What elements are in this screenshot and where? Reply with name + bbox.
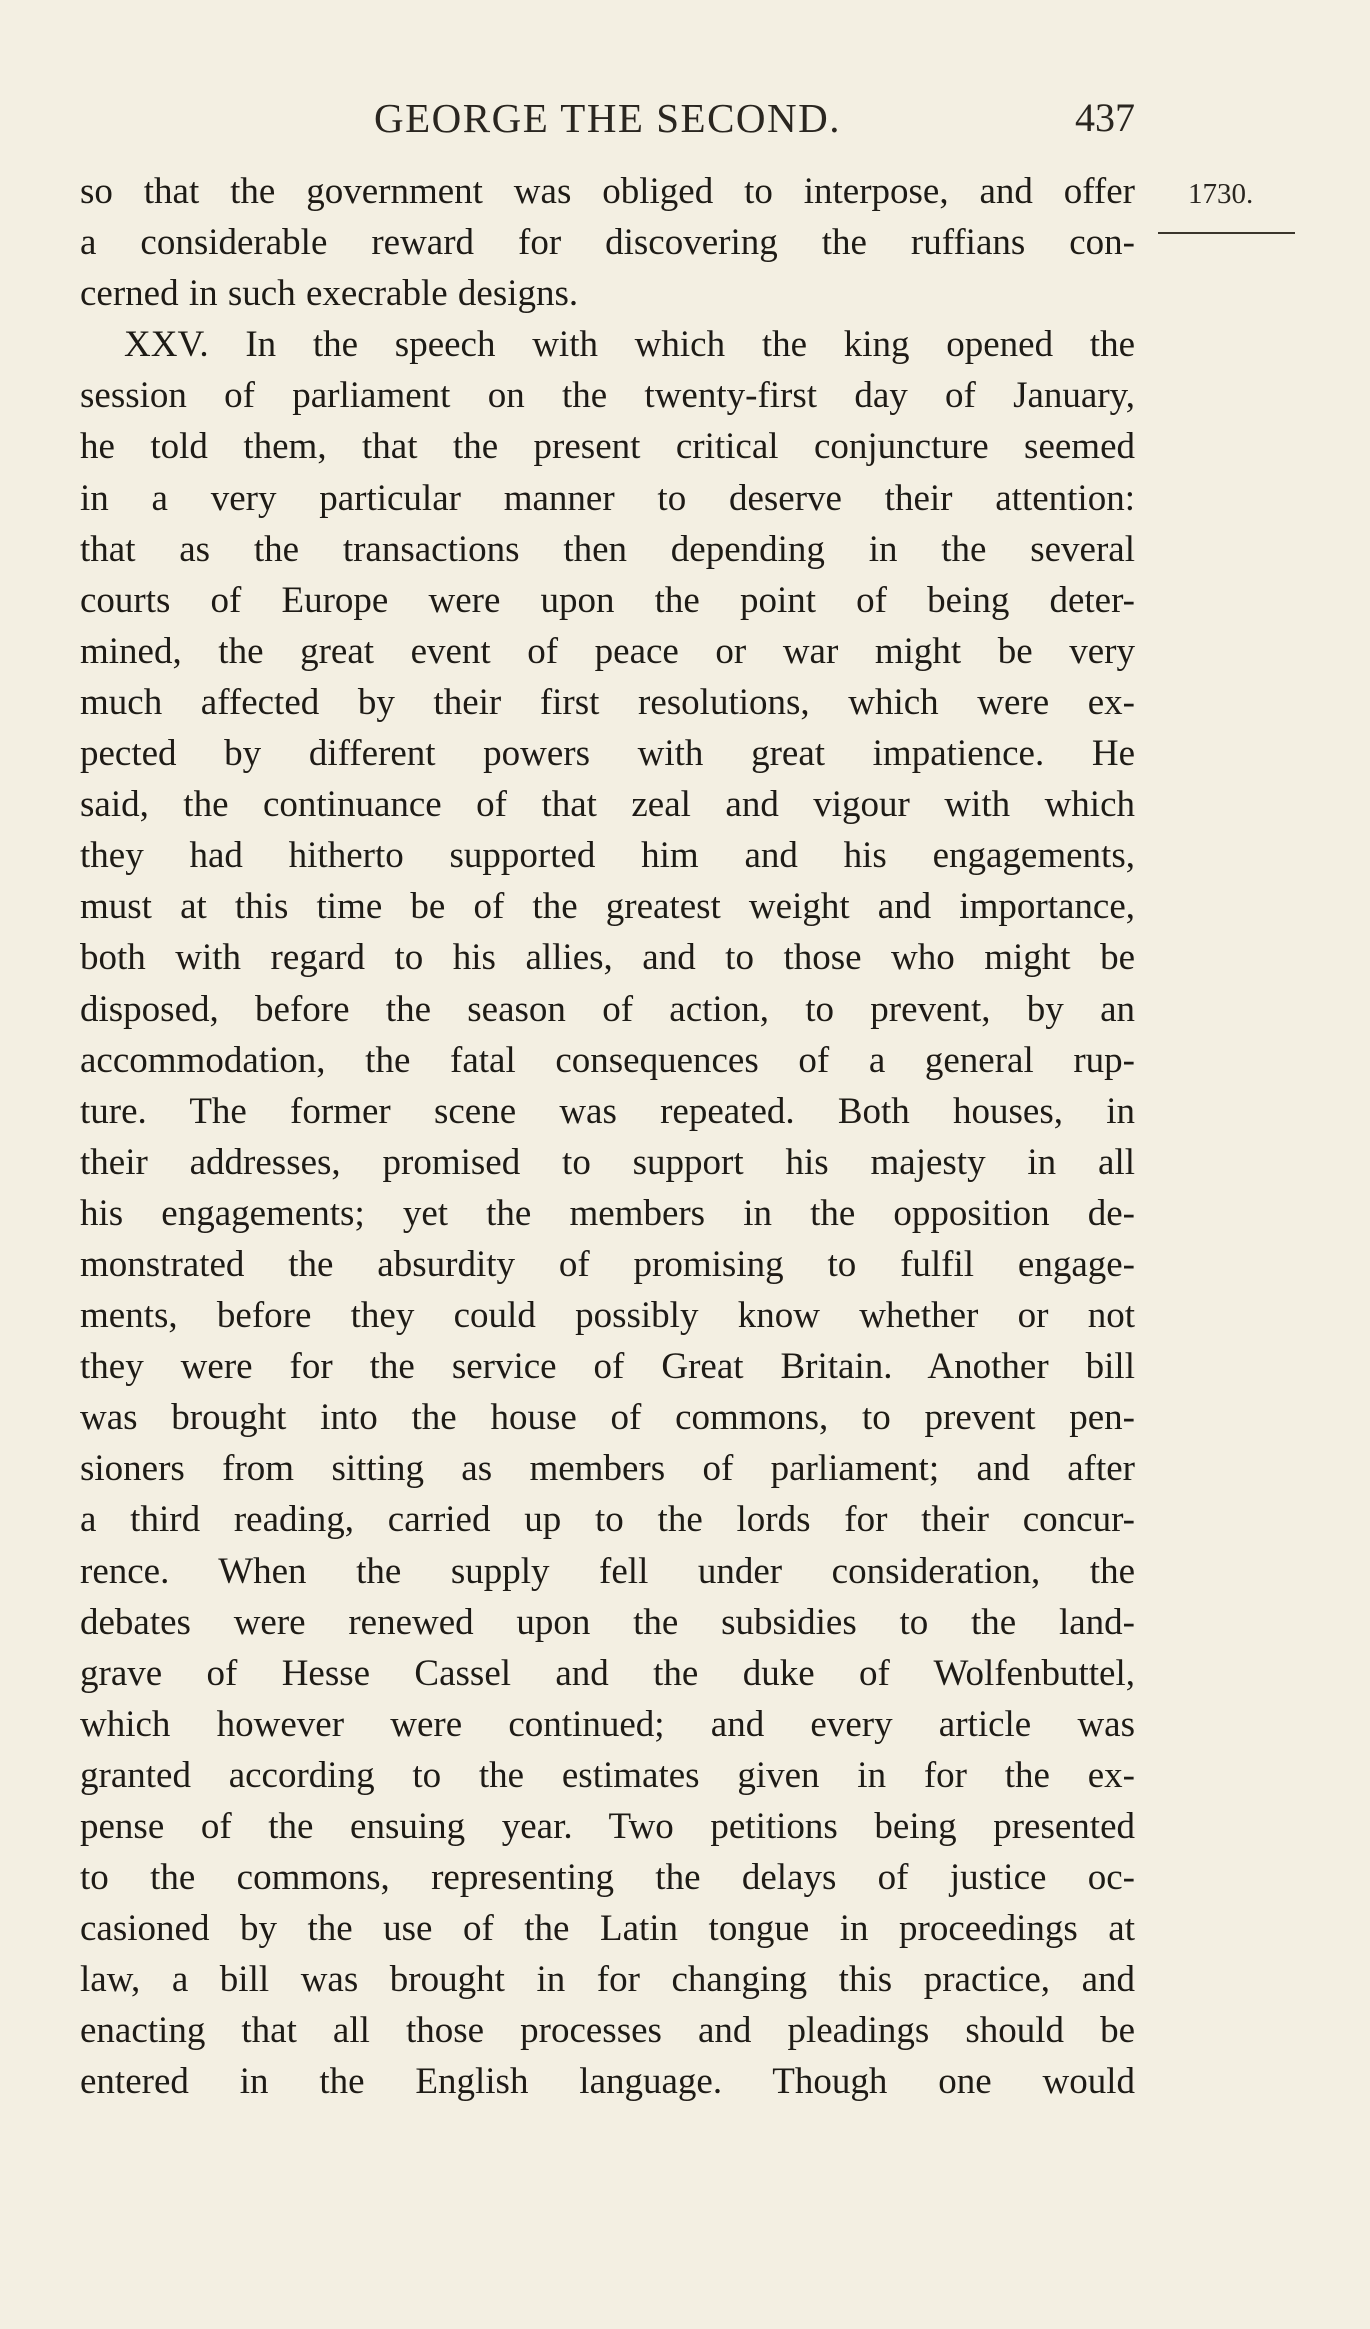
text-line: ture. The former scene was repeated. Both houses, in — [80, 1090, 1135, 1132]
section-start-line: XXV. In the speech with which the king opened the — [124, 324, 1135, 366]
text-line: a third reading, carried up to the lords for their concur- — [80, 1499, 1135, 1541]
text-line: said, the continuance of that zeal and vigour with which — [80, 784, 1135, 826]
margin-year-note: 1730. — [1188, 178, 1254, 210]
text-line: grave of Hesse Cassel and the duke of Wolfenbuttel, — [80, 1652, 1135, 1694]
text-line: they were for the service of Great Britain. Another bill — [80, 1346, 1135, 1388]
text-line: debates were renewed upon the subsidies to the land- — [80, 1601, 1135, 1643]
text-line: enacting that all those processes and pleadings should be — [80, 2010, 1135, 2052]
text-line: entered in the English language. Though one would — [80, 2061, 1135, 2103]
text-line: to the commons, representing the delays of justice oc- — [80, 1857, 1135, 1899]
running-head-title: GEORGE THE SECOND. — [374, 95, 841, 141]
text-line: a considerable reward for discovering the ruffians con- — [80, 222, 1135, 264]
text-line: so that the government was obliged to interpose, and offer — [80, 171, 1135, 212]
text-line: mined, the great event of peace or war might be very — [80, 630, 1135, 672]
text-line: much affected by their first resolutions, which were ex- — [80, 681, 1135, 723]
margin-rule — [1158, 232, 1295, 234]
text-line: which however were continued; and every article was — [80, 1703, 1135, 1745]
text-line: their addresses, promised to support his majesty in all — [80, 1141, 1135, 1183]
text-line: disposed, before the season of action, to prevent, by an — [80, 988, 1135, 1030]
text-line: monstrated the absurdity of promising to fulfil engage- — [80, 1243, 1135, 1285]
text-line: must at this time be of the greatest weight and importance, — [80, 886, 1135, 928]
text-line: he told them, that the present critical conjuncture seemed — [80, 426, 1135, 468]
text-line: was brought into the house of commons, to prevent pen- — [80, 1397, 1135, 1439]
text-line: pected by different powers with great impatience. He — [80, 733, 1135, 775]
text-line: accommodation, the fatal consequences of a general rup- — [80, 1039, 1135, 1081]
body-text — [80, 166, 1135, 2108]
text-line: ments, before they could possibly know whether or not — [80, 1295, 1135, 1337]
text-line: in a very particular manner to deserve their attention: — [80, 477, 1135, 519]
text-line: session of parliament on the twenty-first day of January, — [80, 375, 1135, 417]
text-line: sioners from sitting as members of parliament; and after — [80, 1448, 1135, 1490]
text-line: granted according to the estimates given in for the ex- — [80, 1754, 1135, 1796]
text-line: casioned by the use of the Latin tongue in proceedings at — [80, 1908, 1135, 1950]
text-line: rence. When the supply fell under consideration, the — [80, 1550, 1135, 1592]
running-head — [80, 88, 1135, 148]
text-line: law, a bill was brought in for changing this practice, and — [80, 1959, 1135, 2001]
text-line: pense of the ensuing year. Two petitions being presented — [80, 1806, 1135, 1847]
text-line: courts of Europe were upon the point of being deter- — [80, 579, 1135, 621]
text-line: his engagements; yet the members in the opposition de- — [80, 1192, 1135, 1234]
text-line: that as the transactions then depending in the several — [80, 528, 1135, 570]
text-line: cerned in such execrable designs. — [80, 273, 579, 315]
page-number: 437 — [1075, 95, 1135, 140]
text-line: both with regard to his allies, and to those who might be — [80, 937, 1135, 979]
text-line: they had hitherto supported him and his engagements, — [80, 835, 1135, 877]
